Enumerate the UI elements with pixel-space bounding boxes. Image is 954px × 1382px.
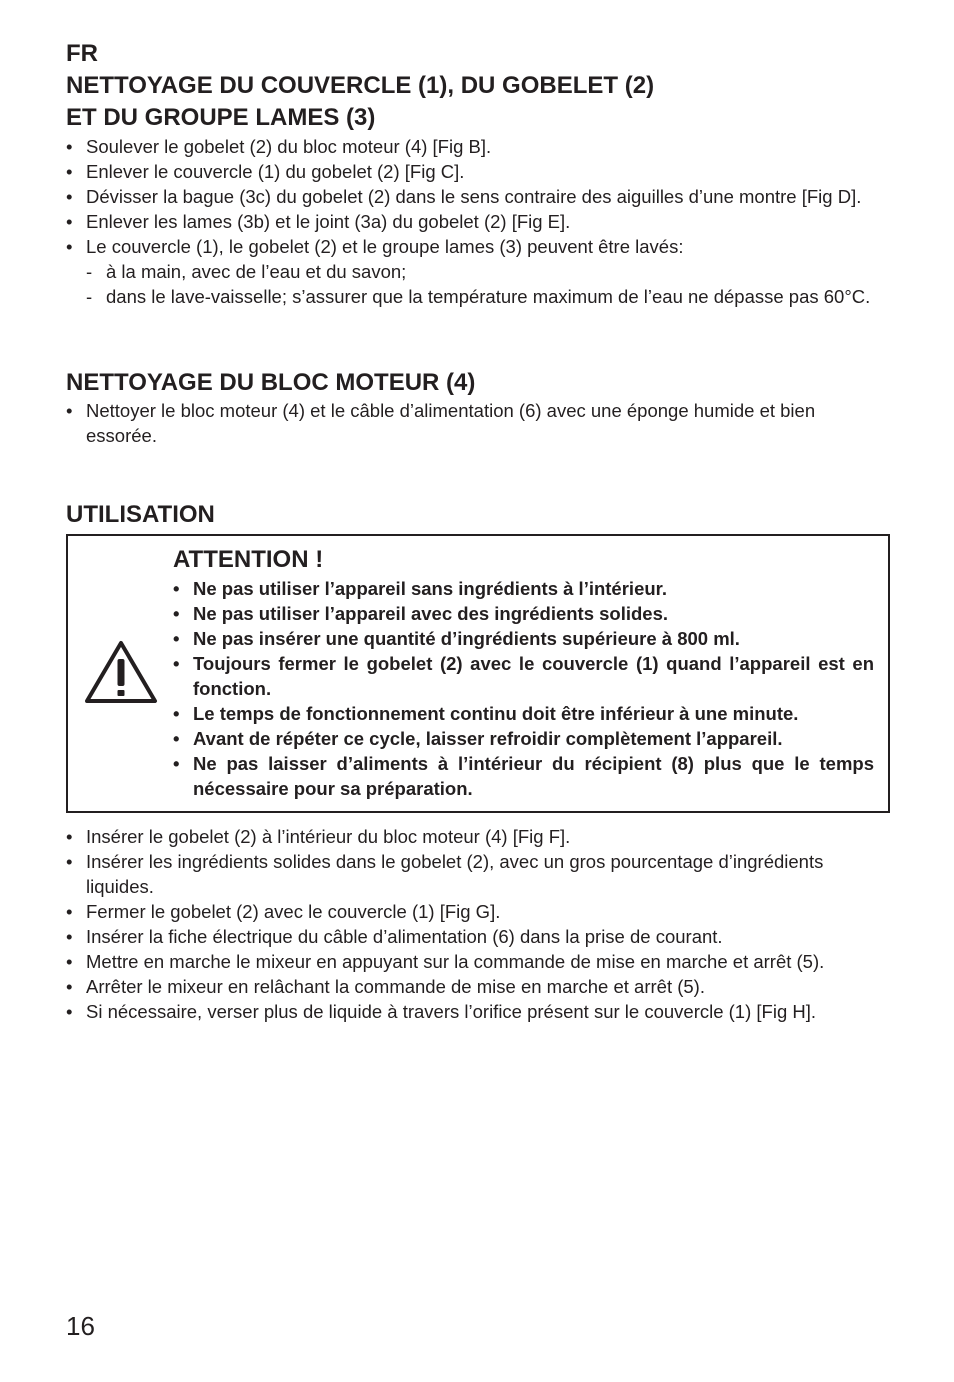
list-item: • Insérer les ingrédients solides dans le gobelet (2), avec un gros pourcentage d’ingrédients liquides. (66, 849, 890, 899)
list-item: • Enlever le couvercle (1) du gobelet (2) [Fig C]. (66, 159, 890, 184)
warning-item: • Ne pas utiliser l’appareil sans ingrédients à l’intérieur. (173, 576, 874, 601)
manual-page (66, 38, 890, 1024)
section-title-cleaning-cup-line2: ET DU GROUPE LAMES (3) (66, 104, 376, 131)
list-item: • Dévisser la bague (3c) du gobelet (2) dans le sens contraire des aiguilles d’une montre [Fig D]. (66, 184, 890, 209)
warning-triangle-icon (83, 639, 159, 705)
list-item: • Soulever le gobelet (2) du bloc moteur (4) [Fig B]. (66, 134, 890, 159)
sub-list-item-text: à la main, avec de l’eau et du savon; (106, 261, 407, 282)
warning-item: • Avant de répéter ce cycle, laisser refroidir complètement l’appareil. (173, 726, 874, 751)
language-code: FR (66, 40, 98, 67)
list-item: • Insérer le gobelet (2) à l’intérieur du bloc moteur (4) [Fig F]. (66, 824, 890, 849)
warning-item: • Ne pas laisser d’aliments à l’intérieur du récipient (8) plus que le temps nécessaire pour sa préparation. (173, 751, 874, 801)
warning-item: • Ne pas utiliser l’appareil avec des ingrédients solides. (173, 601, 874, 626)
sub-list-item-text: dans le lave-vaisselle; s’assurer que la température maximum de l’eau ne dépasse pas 60°C. (106, 286, 871, 307)
warning-item: • Le temps de fonctionnement continu doit être inférieur à une minute. (173, 701, 874, 726)
list-item-text: Le couvercle (1), le gobelet (2) et le groupe lames (3) peuvent être lavés: (86, 236, 684, 257)
list-item: • Fermer le gobelet (2) avec le couvercle (1) [Fig G]. (66, 899, 890, 924)
sub-list-item: - à la main, avec de l’eau et du savon; (86, 261, 407, 282)
page-number: 16 (66, 1311, 95, 1341)
cleaning-cup-steps (66, 134, 890, 309)
list-item: • Nettoyer le bloc moteur (4) et le câble d’alimentation (6) avec une éponge humide et bien essorée. (66, 398, 890, 448)
list-item: • Si nécessaire, verser plus de liquide à travers l’orifice présent sur le couvercle (1) [Fig H]. (66, 999, 890, 1024)
list-item (66, 234, 890, 309)
warning-item: • Ne pas insérer une quantité d’ingrédients supérieure à 800 ml. (173, 626, 874, 651)
warning-list (173, 576, 874, 801)
list-item: • Insérer la fiche électrique du câble d’alimentation (6) dans la prise de courant. (66, 924, 890, 949)
section-title-cleaning-cup: NETTOYAGE DU COUVERCLE (1), DU GOBELET (2) (66, 72, 655, 99)
motor-cleaning-steps (66, 398, 890, 448)
sub-list-item: - dans le lave-vaisselle; s’assurer que la température maximum de l’eau ne dépasse pas 60°C. (86, 286, 871, 307)
section-title-usage: UTILISATION (66, 501, 215, 528)
usage-steps (66, 824, 890, 1024)
section-title-motor-cleaning: NETTOYAGE DU BLOC MOTEUR (4) (66, 369, 476, 396)
warning-item: • Toujours fermer le gobelet (2) avec le couvercle (1) quand l’appareil est en fonction. (173, 651, 874, 701)
list-item: • Arrêter le mixeur en relâchant la commande de mise en marche et arrêt (5). (66, 974, 890, 999)
list-item: • Enlever les lames (3b) et le joint (3a) du gobelet (2) [Fig E]. (66, 209, 890, 234)
warning-box (66, 534, 890, 813)
list-item: • Mettre en marche le mixeur en appuyant sur la commande de mise en marche et arrêt (5). (66, 949, 890, 974)
warning-title: ATTENTION ! (173, 546, 324, 573)
